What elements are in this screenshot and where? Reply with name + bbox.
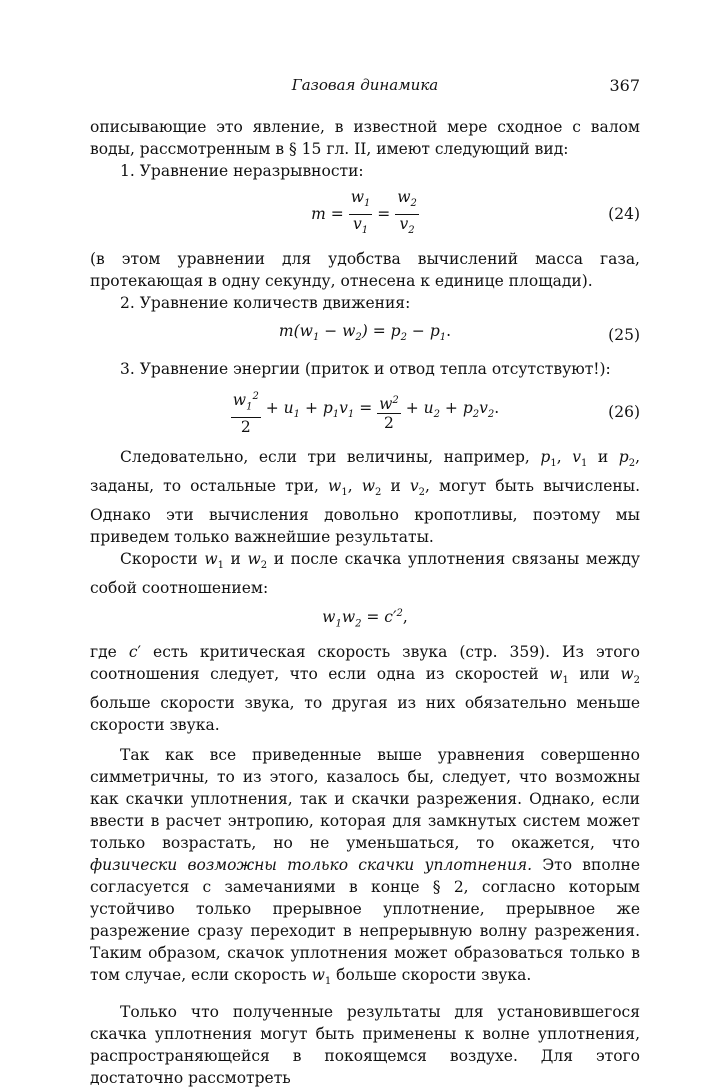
equation-25: $m(w_1 - w_2) = p_2 - p_1$. (25)	[278, 322, 640, 344]
paragraph: описывающие это явление, в известной мере сходное с валом воды, рассмотренным в § 15 гл. II, имеют следующий вид:	[90, 118, 640, 158]
list-item-momentum: 2. Уравнение количеств движения:	[120, 294, 411, 312]
equation-number: (25)	[608, 326, 640, 344]
paragraph: Так как все приведенные выше уравнения совершенно симметричны, то из этого, казалось бы, следует, что возможны как скачки уплотнения, так и скачки разрежения. Однако, если ввести в расчет энтропию, которая для замкнутых систем может только возрастать, но не уменьшаться, то окажется, что физически возможны только скачки уплотнения. Это вполне согласуется с замечаниями в конце § 2, согласно которым устойчиво только прерывное уплотнение, прерывное же разрежение сразу переходит в непрерывную волну разрежения. Таким образом, скачок уплотнения может образоваться только в том случае, если скорость $w_1$ больше скорости звука.	[90, 746, 641, 988]
list-item-continuity: 1. Уравнение неразрывности:	[120, 162, 364, 180]
page-header	[90, 76, 640, 100]
paragraph: (в этом уравнении для удобства вычислений масса газа, протекающая в одну секунду, отнесена к единице площади).	[90, 250, 640, 290]
body-text	[90, 116, 640, 1089]
paragraph: где c′ есть критическая скорость звука (стр. 359). Из этого соотношения следует, что если одна из скоростей $w_1$ или $w_2$ больше скорости звука, то другая из них обязательно меньше скорости звука.	[90, 643, 641, 735]
paragraph: Только что полученные результаты для установившегося скачка уплотнения могут быть применены к волне уплотнения, распространяющейся в покоящемся воздухе. Для этого достаточно рассмотреть	[90, 1003, 640, 1088]
equation-number: (26)	[608, 403, 640, 421]
equation-critical-speed: $w_1w_2 = c'^2$,	[322, 608, 408, 630]
paragraph: Скорости $w_1$ и $w_2$ и после скачка уплотнения связаны между собой соотношением:	[90, 550, 640, 598]
page-number: 367	[609, 76, 640, 95]
equation-24: m = $\frac{w_1}{v_1}$ = $\frac{w_2}{v_2}$ (24)	[311, 188, 640, 236]
emphasis-text: физически возможны только скачки уплотнения.	[90, 856, 533, 875]
list-item-energy: 3. Уравнение энергии (приток и отвод тепла отсутствуют!):	[120, 360, 611, 378]
equation-number: (24)	[608, 205, 640, 223]
paragraph: Следовательно, если три величины, например, $p_1$, $v_1$ и $p_2$, заданы, то остальные три, $w_1$, $w_2$ и $v_2$, могут быть вычислены. Однако эти вычисления довольно кропотливы, поэтому мы приведем только важнейшие результаты.	[90, 448, 641, 547]
running-title: Газовая динамика	[291, 76, 439, 94]
equation-26: $\frac{w_1^2}{2}$ + $u_1 + p_1v_1$ = $\frac{w^2}{2}$ + $u_2 + p_2v_2$. (26)	[90, 386, 640, 438]
